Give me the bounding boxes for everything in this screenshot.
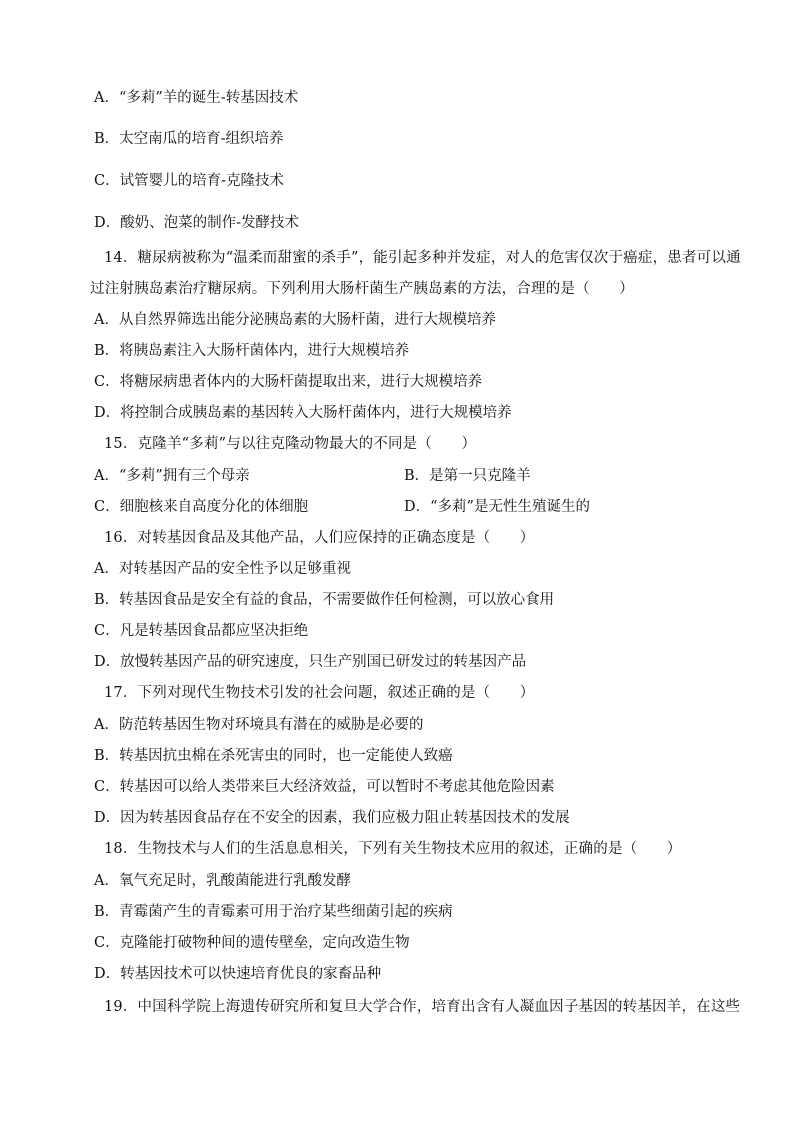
q17-option-a: A．防范转基因生物对环境具有潜在的威胁是必要的 [94, 717, 424, 733]
q16-option-b: B．转基因食品是安全有益的食品，不需要做作任何检测，可以放心食用 [94, 592, 555, 608]
q14-stem-line1: 14．糖尿病被称为“温柔而甜蜜的杀手”，能引起多种并发症，对人的危害仅次于癌症，患者可以通 [104, 250, 741, 266]
prev-option-c: C．试管婴儿的培育-克隆技术 [94, 173, 284, 189]
q15-option-a: A．“多莉”拥有三个母亲 [94, 468, 250, 484]
q18-stem: 18．生物技术与人们的生活息息相关，下列有关生物技术应用的叙述，正确的是（ ） [104, 841, 682, 857]
q16-stem: 16．对转基因食品及其他产品，人们应保持的正确态度是（ ） [104, 530, 535, 546]
q16-option-a: A．对转基因产品的安全性予以足够重视 [94, 561, 351, 577]
prev-option-b: B．太空南瓜的培育-组织培养 [94, 131, 284, 147]
q18-option-c: C．克隆能打破物种间的遗传壁垒，定向改造生物 [94, 935, 410, 951]
prev-option-d: D．酸奶、泡菜的制作-发酵技术 [94, 215, 300, 231]
q16-option-d: D．放慢转基因产品的研究速度，只生产别国已研发过的转基因产品 [94, 654, 527, 670]
q17-option-d: D．因为转基因食品存在不安全的因素，我们应极力阻止转基因技术的发展 [94, 810, 570, 826]
q15-option-c: C．细胞核来自高度分化的体细胞 [94, 499, 309, 515]
q19-stem-line1: 19．中国科学院上海遗传研究所和复旦大学合作，培育出含有人凝血因子基因的转基因羊，在这些 [104, 999, 741, 1015]
q15-stem: 15．克隆羊“多莉”与以往克隆动物最大的不同是（ ） [104, 436, 477, 452]
q18-option-b: B．青霉菌产生的青霉素可用于治疗某些细菌引起的疾病 [94, 904, 453, 920]
q14-stem-line2: 过注射胰岛素治疗糖尿病。下列利用大肠杆菌生产胰岛素的方法，合理的是（ ） [90, 281, 634, 297]
q14-option-d: D．将控制合成胰岛素的基因转入大肠杆菌体内，进行大规模培养 [94, 405, 512, 421]
q15-option-b: B．是第一只克隆羊 [404, 468, 531, 484]
q18-option-d: D．转基因技术可以快速培育优良的家畜品种 [94, 966, 382, 982]
q14-option-b: B．将胰岛素注入大肠杆菌体内，进行大规模培养 [94, 343, 410, 359]
q14-option-a: A．从自然界筛选出能分泌胰岛素的大肠杆菌，进行大规模培养 [94, 312, 496, 328]
q17-option-c: C．转基因可以给人类带来巨大经济效益，可以暂时不考虑其他危险因素 [94, 779, 555, 795]
q17-option-b: B．转基因抗虫棉在杀死害虫的同时，也一定能使人致癌 [94, 748, 453, 764]
q14-option-c: C．将糖尿病患者体内的大肠杆菌提取出来，进行大规模培养 [94, 374, 483, 390]
prev-option-a: A．“多莉”羊的诞生-转基因技术 [94, 90, 299, 106]
q17-stem: 17．下列对现代生物技术引发的社会问题，叙述正确的是（ ） [104, 685, 535, 701]
q16-option-c: C．凡是转基因食品都应坚决拒绝 [94, 623, 309, 639]
q15-option-d: D．“多莉”是无性生殖诞生的 [404, 499, 590, 515]
q18-option-a: A．氧气充足时，乳酸菌能进行乳酸发酵 [94, 873, 351, 889]
